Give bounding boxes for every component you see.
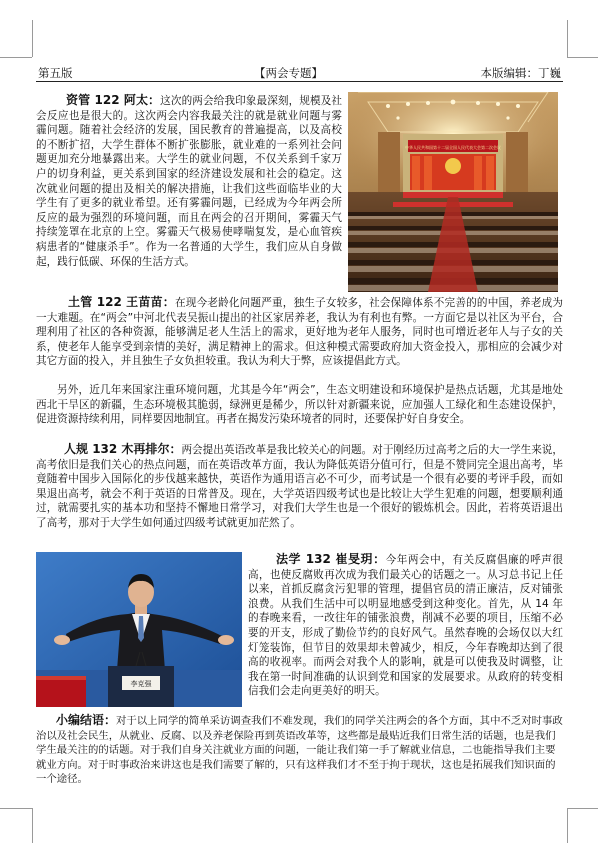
- crop-mark-bottom-left-h: [0, 808, 32, 809]
- summary-text: 对于以上同学的简单采访调查我们不难发现，我们的同学关注两会的各个方面，其中不乏对时事政治以及社会民生，从就业、反腐、以及养老保险再到英语改革等，这些都是最贴近我们日常生活的话题，也是我们学生最关注的的话题。对于我们自身关注就业方面的问题，一能让我们第一手了解就业信息，二也能指导我们主要就业方向。对于时事政治来讲这也是我们需要了解的，只有这样我们才不至于拘于现状，这也是拓展我们知识面的一个途径。: [36, 715, 563, 785]
- comment-text: 在现今老龄化问题严重，独生子女较多，社会保障体系不完善的的中国，养老成为一大难题。在“两会”中河北代表吴振山提出的社区家居养老，我认为有利也有弊。一方面它是以社区为平台，合理利用了社区的各种资源，能够满足老人生活上的需求，更好地为老年人服务，同时也可增近老年人与子女的关系，使老年人能享受到亲情的美好，满足精神上的需求。但这种模式需要政府加大资金投入，那相应的会减少对其它方面的投入，并且独生子女负担较重。我认为利大于弊，应该提倡此方式。: [36, 297, 563, 368]
- comment-section-2: [36, 295, 563, 369]
- crop-mark-top-right-h: [567, 57, 598, 58]
- comment-section-4: [36, 442, 563, 531]
- speaker-name: 土管 122 王苗苗：: [68, 295, 175, 309]
- assembly-hall-photo: [348, 92, 558, 292]
- page-header: [36, 66, 563, 82]
- crop-mark-top-right-v: [567, 20, 568, 57]
- editor-label: 本版编辑：丁巍: [480, 66, 561, 80]
- comment-section-5: [248, 552, 563, 699]
- premier-press-photo: [36, 552, 242, 707]
- comment-section-1: [36, 93, 342, 269]
- comment-text: 另外，近几年来国家注重环境问题，尤其是今年“两会”，生态文明建设和环境保护是热点话题，尤其是地处西北干旱区的新疆，生态环境极其脆弱，绿洲更是稀少，所以针对新疆来说，应加强人工绿化和生态建设保护，促进资源持续利用，同样要因地制宜。再者在揭发污染环境者的同时，还要保护好自身安全。: [36, 384, 563, 426]
- edition-label: 第五版: [38, 66, 73, 80]
- speaker-name: 人规 132 木再排尔：: [64, 442, 182, 456]
- speaker-name: 法学 132 崔旻玥：: [276, 552, 386, 566]
- crop-mark-bottom-right-h: [567, 808, 598, 809]
- section-title: 【两会专题】: [254, 66, 323, 80]
- speaker-name: 资管 122 阿太：: [66, 93, 161, 107]
- comment-section-3: [36, 383, 563, 427]
- comment-text: 两会提出英语改革是我比较关心的问题。对于刚经历过高考之后的大一学生来说，高考依旧是我们关心的热点问题，而在英语改革方面，我认为降低英语分值可行，但是不赞同完全退出高考，毕竟随着中国步入国际化的步伐越来越快，英语作为通用语言必不可少，而考试是一个很有必要的考评手段，而如果退出高考，就会不利于英语的日常普及。现在，大学英语四级考试也是比较让大学生犯难的问题，想要顺利通过，就需要扎实的基本功和坚持不懈地日常学习，对我们大学生也是一个很好的锻炼机会。因此，若将英语退出了高考，那对于大学生如何通过四级考试就更加茫然了。: [36, 444, 563, 529]
- nameplate-text: 李克强: [130, 680, 152, 688]
- hall-banner-text: 中华人民共和国第十二届全国人民代表大会第二次会议: [405, 145, 501, 150]
- comment-text: 今年两会中，有关反腐倡廉的呼声很高，也使反腐败再次成为我们最关心的话题之一。从习总书记上任以来，首抓反腐贪污犯罪的管理，提倡官员的清正廉洁，反对铺张浪费。从我们生活中可以明显地感受到这种变化。首先，从 14 年的春晚来看，一改往年的铺张浪费，削减不必要的项目，压缩不必要的开支，形成了勤俭节约的良好风气。虽然春晚的会场仅以大红灯笼装饰，但节目的效果却未曾减少，相反，今年春晚却达到了很高的收视率。而两会对我个人的影响，就是可以使我及时调整，让我在第一时间准确的认识到党和国家的发展要求。从政府的转变相信我们会走向更美好的明天。: [248, 554, 564, 698]
- crop-mark-top-left-h: [0, 57, 32, 58]
- crop-mark-bottom-left-v: [32, 808, 33, 843]
- comment-text: 这次的两会给我印象最深刻，规模及社会反应也是很大的。这次两会内容我最关注的就是就业问题与雾霾问题。随着社会经济的发展，国民教育的普遍提高，以及高校的不断扩招，大学生群体不断扩张膨胀，就业难的一系列社会问题更加充分地暴露出来。大学生的就业问题，不仅关系到千家万户的切身利益，更关系到国家的经济建设发展和社会的稳定。这次就业问题的提出及相关的解决措施，让我们这些面临毕业的大学生有了更多的就业希望。还有雾霾问题，已经成为今年两会所反应的最为强烈的环境问题，而且在两会的召开期间，雾霾天气持续笼罩在北京的上空。雾霾天气极易使哮喘复发，是心血管疾病患者的“健康杀手”。作为一名普通的大学生，我们应从自身做起，践行低碳、环保的生活方式。: [36, 95, 343, 268]
- editor-summary: [36, 713, 563, 787]
- crop-mark-bottom-right-v: [567, 808, 568, 843]
- summary-lead: 小编结语：: [56, 713, 117, 727]
- crop-mark-top-left-v: [32, 20, 33, 57]
